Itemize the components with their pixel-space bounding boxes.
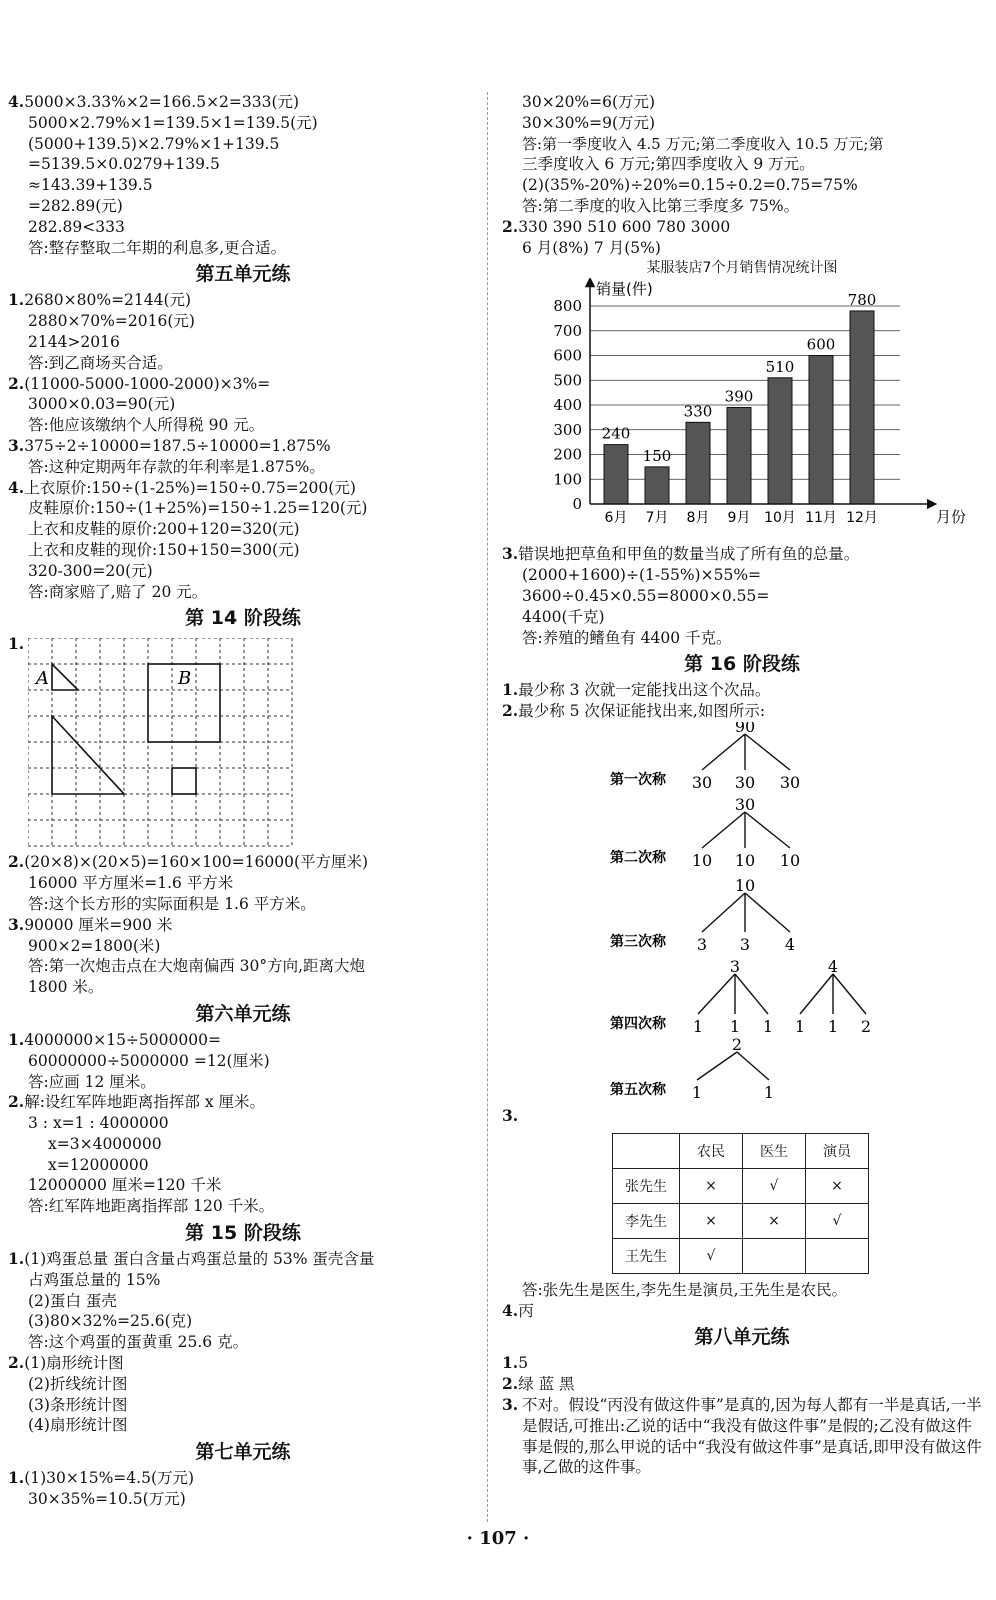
chart-bar <box>727 408 751 505</box>
page-number: · 107 · <box>466 1528 530 1549</box>
weigh-label: 第二次称 <box>610 849 666 866</box>
chart-x-ticks <box>605 510 878 526</box>
answer-line: 330 390 510 600 780 3000 <box>518 217 731 236</box>
x-axis-label: 月份 <box>936 508 967 527</box>
answer-line: (2000+1600)÷(1-55%)×55%= <box>522 566 762 585</box>
x-tick-label: 6月 <box>604 510 628 527</box>
table-cell <box>743 1238 806 1273</box>
tree-node: 4 <box>827 956 839 976</box>
answer-line: 60000000÷5000000 =12(厘米) <box>28 1051 270 1070</box>
y-tick-label: 100 <box>553 470 582 489</box>
answer-line: 3 : x=1 : 4000000 <box>28 1114 169 1133</box>
table-row <box>613 1203 869 1238</box>
table-cell: √ <box>806 1203 869 1238</box>
bar-chart <box>502 278 972 540</box>
bar-value-label: 150 <box>642 447 672 466</box>
y-tick-label: 600 <box>553 346 582 365</box>
chart-bar <box>809 356 833 505</box>
q-number: 4. <box>502 1300 519 1320</box>
answer-line: 答:应画 12 厘米。 <box>28 1072 156 1091</box>
answer-line: 答:这种定期两年存款的年利率是1.875%。 <box>28 457 325 476</box>
tree-node: 1 <box>692 1016 704 1036</box>
answer-line: 900×2=1800(米) <box>28 936 161 955</box>
tree-node: 10 <box>734 850 756 870</box>
chart-bar <box>768 378 792 504</box>
answer-line: 绿 蓝 黑 <box>518 1375 575 1394</box>
q-number: 3. <box>8 435 25 455</box>
answer-line: 答:第二季度的收入比第三季度多 75%。 <box>522 196 800 215</box>
answer-line: (1)鸡蛋总量 蛋白含量占鸡蛋总量的 53% 蛋壳含量 <box>24 1250 375 1269</box>
answer-line: 4400(千克) <box>522 607 605 626</box>
answer-paragraph: 不对。假设“丙没有做这件事”是真的,因为每人都有一半是真话,一半是假话,可推出:乙说的话中“我没有做这件事”是假的;乙没有做这件事是假的,那么甲说的话中“我没有做这件事”是真话,即甲没有做这件事,乙做的这件事。 <box>522 1395 982 1477</box>
table-cell: √ <box>743 1168 806 1203</box>
answer-line: 上衣和皮鞋的现价:150+150=300(元) <box>28 540 300 559</box>
bar-value-label: 240 <box>601 424 631 443</box>
y-tick-label: 200 <box>553 445 582 464</box>
table-header: 医生 <box>743 1133 806 1168</box>
answer-line: (1)30×15%=4.5(万元) <box>24 1469 195 1488</box>
weighing-tree <box>502 722 972 1102</box>
q-number: 1. <box>502 680 519 700</box>
tree-node: 1 <box>762 1016 774 1036</box>
section-heading: 第 16 阶段练 <box>684 653 800 676</box>
answer-line: 6 月(8%) 7 月(5%) <box>522 238 661 257</box>
answer-line: (3)80×32%=25.6(克) <box>28 1312 193 1331</box>
tree-node: 1 <box>691 1082 703 1102</box>
y-tick-label: 700 <box>553 322 582 341</box>
q-number: 4. <box>8 477 25 497</box>
answer-line: 282.89<333 <box>28 217 125 236</box>
answer-line: (4)扇形统计图 <box>28 1416 128 1435</box>
table-cell <box>806 1238 869 1273</box>
bar-value-label: 600 <box>806 335 836 354</box>
x-tick-label: 10月 <box>764 510 796 527</box>
answer-line: (11000-5000-1000-2000)×3%= <box>24 374 271 393</box>
table-cell: × <box>743 1203 806 1238</box>
answer-line: 三季度收入 6 万元;第四季度收入 9 万元。 <box>522 155 815 174</box>
table-header: 演员 <box>806 1133 869 1168</box>
answer-line: 5 <box>518 1354 529 1373</box>
answer-line: 90000 厘米=900 米 <box>24 915 173 934</box>
bar-value-label: 510 <box>765 358 795 377</box>
tree-node: 3 <box>696 934 708 954</box>
answer-line: (2)(35%-20%)÷20%=0.15÷0.2=0.75=75% <box>522 176 858 195</box>
answer-line: ≈143.39+139.5 <box>28 176 153 195</box>
answer-line: 答:张先生是医生,李先生是演员,王先生是农民。 <box>522 1280 848 1299</box>
bar-value-label: 780 <box>847 291 877 310</box>
answer-line: (1)扇形统计图 <box>24 1354 124 1373</box>
answer-line: =5139.5×0.0279+139.5 <box>28 155 220 174</box>
y-tick-label: 800 <box>553 297 582 316</box>
table-cell: × <box>680 1168 743 1203</box>
table-header <box>613 1133 680 1168</box>
q-number: 2. <box>8 373 25 393</box>
answer-line: 答:这个鸡蛋的蛋黄重 25.6 克。 <box>28 1333 249 1352</box>
answer-line: 2680×80%=2144(元) <box>24 291 192 310</box>
answer-line: 1800 米。 <box>28 978 104 997</box>
table-row <box>613 1168 869 1203</box>
answer-line: 3000×0.03=90(元) <box>28 395 176 414</box>
q-number: 2. <box>8 1092 25 1112</box>
answer-line: 上衣和皮鞋的原价:200+120=320(元) <box>28 520 300 539</box>
y-tick-label: 300 <box>553 421 582 440</box>
q-number: 2. <box>502 1374 519 1394</box>
answer-line: 皮鞋原价:150÷(1+25%)=150÷1.25=120(元) <box>28 499 368 518</box>
tree-node: 2 <box>731 1034 743 1054</box>
x-tick-label: 9月 <box>727 510 751 527</box>
q-number: 3. <box>8 914 25 934</box>
small-square <box>172 768 196 794</box>
q-number: 3. <box>502 544 519 564</box>
grid-figure <box>28 638 298 848</box>
chart-bar <box>686 423 710 505</box>
answer-line: 4000000×15÷5000000= <box>24 1030 221 1049</box>
answer-line: (20×8)×(20×5)=160×100=16000(平方厘米) <box>24 853 369 872</box>
label-b: B <box>178 668 192 690</box>
chart-y-ticks <box>553 297 582 513</box>
answer-line: 答:红军阵地距离指挥部 120 千米。 <box>28 1197 275 1216</box>
tree-node: 10 <box>779 850 801 870</box>
table-cell: 李先生 <box>613 1203 680 1238</box>
grid-figure-block <box>8 634 478 852</box>
q-number: 4. <box>8 92 25 111</box>
column-divider <box>487 92 488 1522</box>
section-heading: 第八单元练 <box>694 1326 790 1349</box>
triangle-a <box>52 664 78 690</box>
table-row <box>613 1238 869 1273</box>
tree-node: 30 <box>734 794 756 814</box>
tree-node: 10 <box>734 875 756 895</box>
tree-node: 1 <box>794 1016 806 1036</box>
answer-line: 上衣原价:150÷(1-25%)=150÷0.75=200(元) <box>24 478 356 497</box>
answer-line: 答:第一次炮击点在大炮南偏西 30°方向,距离大炮 <box>28 957 366 976</box>
answer-line: 答:商家赔了,赔了 20 元。 <box>28 582 208 601</box>
answer-line: 最少称 5 次保证能找出来,如图所示: <box>518 702 766 721</box>
x-tick-label: 8月 <box>686 510 710 527</box>
q-number: 1. <box>8 290 25 310</box>
y-tick-label: 400 <box>553 396 582 415</box>
answer-line: 答:到乙商场买合适。 <box>28 353 173 372</box>
answer-line: 30×30%=9(万元) <box>522 113 656 132</box>
answer-line: 答:养殖的鳍鱼有 4400 千克。 <box>522 628 732 647</box>
answer-line: 5000×2.79%×1=139.5×1=139.5(元) <box>28 113 318 132</box>
chart-bar <box>604 445 628 504</box>
left-column <box>8 92 478 1510</box>
answer-line: (3)条形统计图 <box>28 1395 128 1414</box>
answer-line: 丙 <box>518 1301 534 1320</box>
answer-line: (2)折线统计图 <box>28 1374 128 1393</box>
answer-line: 占鸡蛋总量的 15% <box>28 1270 161 1289</box>
y-tick-label: 500 <box>553 371 582 390</box>
weigh-label: 第五次称 <box>610 1081 666 1098</box>
tree-node: 3 <box>729 956 741 976</box>
answer-line: 30×35%=10.5(万元) <box>28 1490 186 1509</box>
weigh-label: 第一次称 <box>610 771 666 788</box>
table-cell: 王先生 <box>613 1238 680 1273</box>
q-number: 1. <box>502 1353 519 1373</box>
x-tick-label: 7月 <box>645 510 669 527</box>
weigh-label: 第三次称 <box>610 933 666 950</box>
table-cell: 张先生 <box>613 1168 680 1203</box>
bar-value-label: 330 <box>683 402 713 421</box>
answer-line: 答:这个长方形的实际面积是 1.6 平方米。 <box>28 894 316 913</box>
q-number: 3. <box>502 1105 519 1125</box>
tree-node: 4 <box>784 934 796 954</box>
q-number: 1. <box>8 1249 25 1269</box>
tree-node: 1 <box>827 1016 839 1036</box>
answer-line: 5000×3.33%×2=166.5×2=333(元) <box>24 93 300 111</box>
section-heading: 第 15 阶段练 <box>185 1222 301 1245</box>
q-number: 2. <box>8 852 25 872</box>
tree-node: 3 <box>739 934 751 954</box>
answer-block <box>502 1395 982 1478</box>
x-tick-label: 11月 <box>805 510 837 527</box>
q-number: 1. <box>8 1029 25 1049</box>
section-heading: 第七单元练 <box>195 1441 291 1464</box>
answer-line: =282.89(元) <box>28 196 123 215</box>
answer-line: x=3×4000000 <box>48 1134 162 1153</box>
q-number: 1. <box>8 1468 25 1488</box>
q-number: 3. <box>502 1394 519 1414</box>
tree-node: 10 <box>691 850 713 870</box>
q-number: 2. <box>502 216 519 236</box>
section-heading: 第五单元练 <box>195 263 291 286</box>
tree-node: 2 <box>860 1016 872 1036</box>
tree-node: 1 <box>729 1016 741 1036</box>
weigh-label: 第四次称 <box>610 1015 666 1032</box>
answer-line: 2144>2016 <box>28 332 120 351</box>
chart-bar <box>850 311 874 504</box>
answer-line: x=12000000 <box>48 1155 149 1174</box>
answer-line: 解:设红军阵地距离指挥部 x 厘米。 <box>24 1093 266 1112</box>
chart-title: 某服装店7个月销售情况统计图 <box>646 260 838 277</box>
answer-line: 3600÷0.45×0.55=8000×0.55= <box>522 586 770 605</box>
answer-line: 16000 平方厘米=1.6 平方米 <box>28 874 234 893</box>
logic-table <box>612 1133 869 1274</box>
tree-node: 30 <box>691 772 713 792</box>
answer-line: (5000+139.5)×2.79%×1+139.5 <box>28 134 280 153</box>
label-a: A <box>36 668 49 690</box>
tree-node: 90 <box>734 721 756 736</box>
table-cell: √ <box>680 1238 743 1273</box>
answer-line: 30×20%=6(万元) <box>522 93 656 111</box>
chart-bar <box>645 467 669 504</box>
tree-node: 30 <box>779 772 801 792</box>
table-header: 农民 <box>680 1133 743 1168</box>
answer-line: 320-300=20(元) <box>28 561 153 580</box>
q-number: 1. <box>8 634 25 654</box>
answer-line: 2880×70%=2016(元) <box>28 312 195 331</box>
section-heading: 第 14 阶段练 <box>185 607 301 630</box>
tree-node: 1 <box>763 1082 775 1102</box>
answer-line: 答:他应该缴纳个人所得税 90 元。 <box>28 416 265 435</box>
triangle-enlarged <box>52 716 124 794</box>
answer-line: 答:第一季度收入 4.5 万元;第二季度收入 10.5 万元;第 <box>522 134 884 153</box>
y-tick-label: 0 <box>572 495 582 514</box>
q-number: 2. <box>502 701 519 721</box>
section-heading: 第六单元练 <box>195 1002 291 1025</box>
answer-line: 答:整存整取二年期的利息多,更合适。 <box>28 238 287 257</box>
y-axis-label: 销量(件) <box>596 280 653 299</box>
answer-line: 错误地把草鱼和甲鱼的数量当成了所有鱼的总量。 <box>518 545 860 564</box>
table-cell: × <box>680 1203 743 1238</box>
answer-line: (2)蛋白 蛋壳 <box>28 1291 117 1310</box>
answer-line: 375÷2÷10000=187.5÷10000=1.875% <box>24 436 331 455</box>
tree-node: 30 <box>734 772 756 792</box>
answer-line: 最少称 3 次就一定能找出这个次品。 <box>518 681 771 700</box>
right-column <box>502 92 982 1478</box>
q-number: 2. <box>8 1353 25 1373</box>
bar-value-label: 390 <box>724 387 754 406</box>
table-cell: × <box>806 1168 869 1203</box>
answer-line: 12000000 厘米=120 千米 <box>28 1176 222 1195</box>
x-tick-label: 12月 <box>846 510 878 527</box>
